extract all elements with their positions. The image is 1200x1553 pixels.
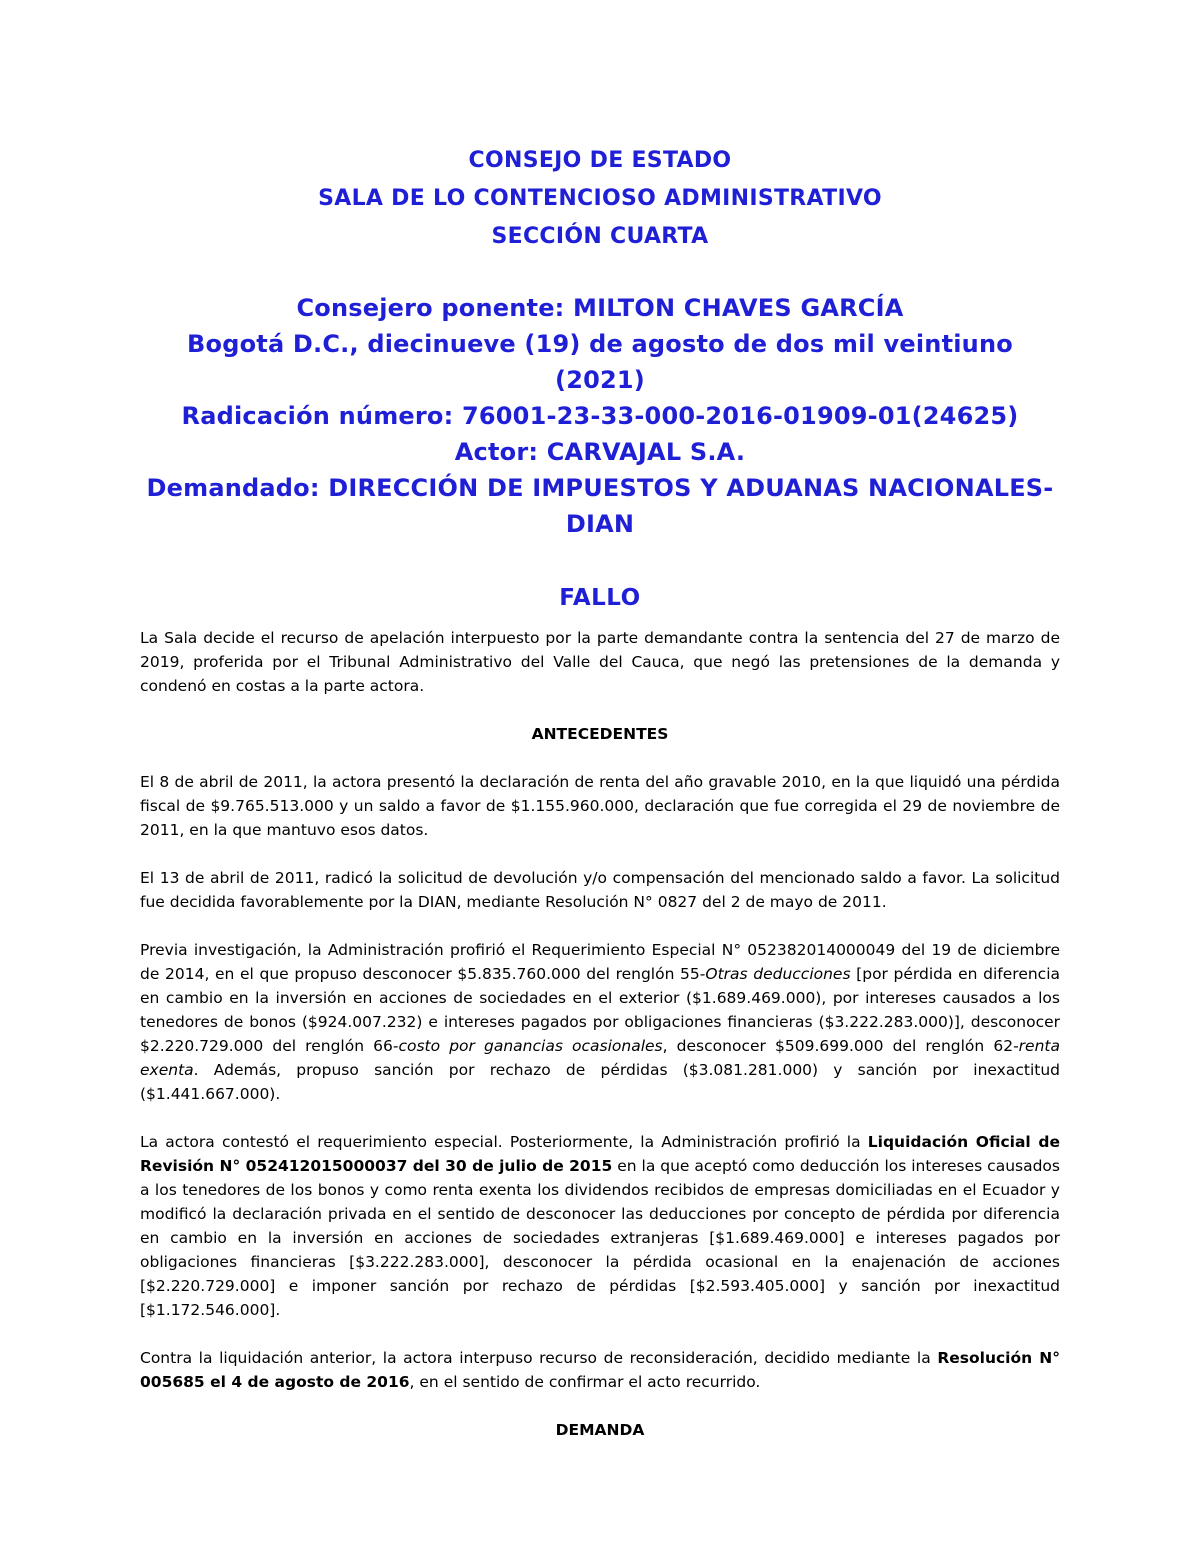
demanda-heading: DEMANDA: [555, 1421, 645, 1439]
paragraph-5: [140, 1346, 1060, 1394]
paragraph-2: El 13 de abril de 2011, radicó la solicitud de devolución y/o compensación del mencionado saldo a favor. La solicitud fue decidida favorablemente por la DIAN, mediante Resolución N° 0827 del 2 de mayo de 2011.: [140, 869, 1060, 911]
p3-text-a: Previa investigación, la Administración profirió el Requerimiento Especial N° 052382014000049 del 19 de diciembre de 2014, en el que propuso desconocer $5.835.760.000 del renglón 55-: [140, 941, 1060, 983]
demandado-line-1: Demandado: DIRECCIÓN DE IMPUESTOS Y ADUANAS NACIONALES-: [146, 474, 1054, 502]
p4-strong-a: Liquidación Oficial de Revisión N° 052412015000037 del 30 de julio de 2015: [140, 1133, 1060, 1175]
p5-text-b: , en el sentido de confirmar el acto recurrido.: [409, 1373, 761, 1391]
header-spacer: [140, 256, 1060, 290]
p5-text-a: Contra la liquidación anterior, la actora interpuso recurso de reconsideración, decidido mediante la: [140, 1349, 938, 1367]
p3-text-c: , desconocer $509.699.000 del renglón 62-: [662, 1037, 1019, 1055]
p3-em-a: Otras deducciones: [705, 965, 851, 983]
p3-em-c: renta exenta: [140, 1037, 1060, 1079]
date-line: Bogotá D.C., diecinueve (19) de agosto de dos mil veintiuno (2021): [187, 330, 1013, 394]
paragraph-4: [140, 1130, 1060, 1322]
p5-strong-a: Resolución N° 005685 el 4 de agosto de 2016: [140, 1349, 1060, 1391]
paragraph-1: El 8 de abril de 2011, la actora presentó la declaración de renta del año gravable 2010, en la que liquidó una pérdida fiscal de $9.765.513.000 y un saldo a favor de $1.155.960.000, declaración que fue corregida el 29 de noviembre de 2011, en la que mantuvo esos datos.: [140, 773, 1060, 839]
document-body: [140, 626, 1060, 1466]
fallo-title: FALLO: [559, 585, 641, 611]
actor-line: Actor: CARVAJAL S.A.: [454, 438, 746, 466]
p3-text-d: . Además, propuso sanción por rechazo de pérdidas ($3.081.281.000) y sanción por inexactitud ($1.441.667.000).: [140, 1061, 1060, 1103]
court-chamber: SALA DE LO CONTENCIOSO ADMINISTRATIVO: [318, 186, 882, 211]
court-name: CONSEJO DE ESTADO: [468, 148, 732, 173]
ponente-line: Consejero ponente: MILTON CHAVES GARCÍA: [296, 294, 904, 322]
p3-em-b: costo por ganancias ocasionales: [398, 1037, 663, 1055]
radicacion-line: Radicación número: 76001-23-33-000-2016-01909-01(24625): [181, 402, 1019, 430]
paragraph-3: [140, 938, 1060, 1106]
court-section: SECCIÓN CUARTA: [491, 224, 709, 249]
p4-text-a: La actora contestó el requerimiento especial. Posteriormente, la Administración profirió la: [140, 1133, 868, 1151]
intro-paragraph: La Sala decide el recurso de apelación interpuesto por la parte demandante contra la sentencia del 27 de marzo de 2019, proferida por el Tribunal Administrativo del Valle del Cauca, que negó las pretensiones de la demanda y condenó en costas a la parte actora.: [140, 629, 1060, 695]
document-header: [140, 142, 1060, 616]
demandado-line-2: DIAN: [565, 510, 635, 538]
antecedentes-heading: ANTECEDENTES: [531, 725, 669, 743]
p4-text-b: en la que aceptó como deducción los intereses causados a los tenedores de los bonos y como renta exenta los dividendos recibidos de empresas domiciliadas en el Ecuador y modificó la declaración privada en el sentido de desconocer las deducciones por concepto de pérdida por diferencia en cambio en la inversión en acciones de sociedades extranjeras [$1.689.469.000] e intereses pagados por obligaciones financieras [$3.222.283.000], desconocer la pérdida ocasional en la enajenación de acciones [$2.220.729.000] e imponer sanción por rechazo de pérdidas [$2.593.405.000] y sanción por inexactitud [$1.172.546.000].: [140, 1157, 1060, 1319]
p3-text-b: [por pérdida en diferencia en cambio en la inversión en acciones de sociedades en el exterior ($1.689.469.000), por intereses causados a los tenedores de bonos ($924.007.232) e intereses pagados por obligaciones financieras ($3.222.283.000)], desconocer $2.220.729.000 del renglón 66-: [140, 965, 1060, 1055]
